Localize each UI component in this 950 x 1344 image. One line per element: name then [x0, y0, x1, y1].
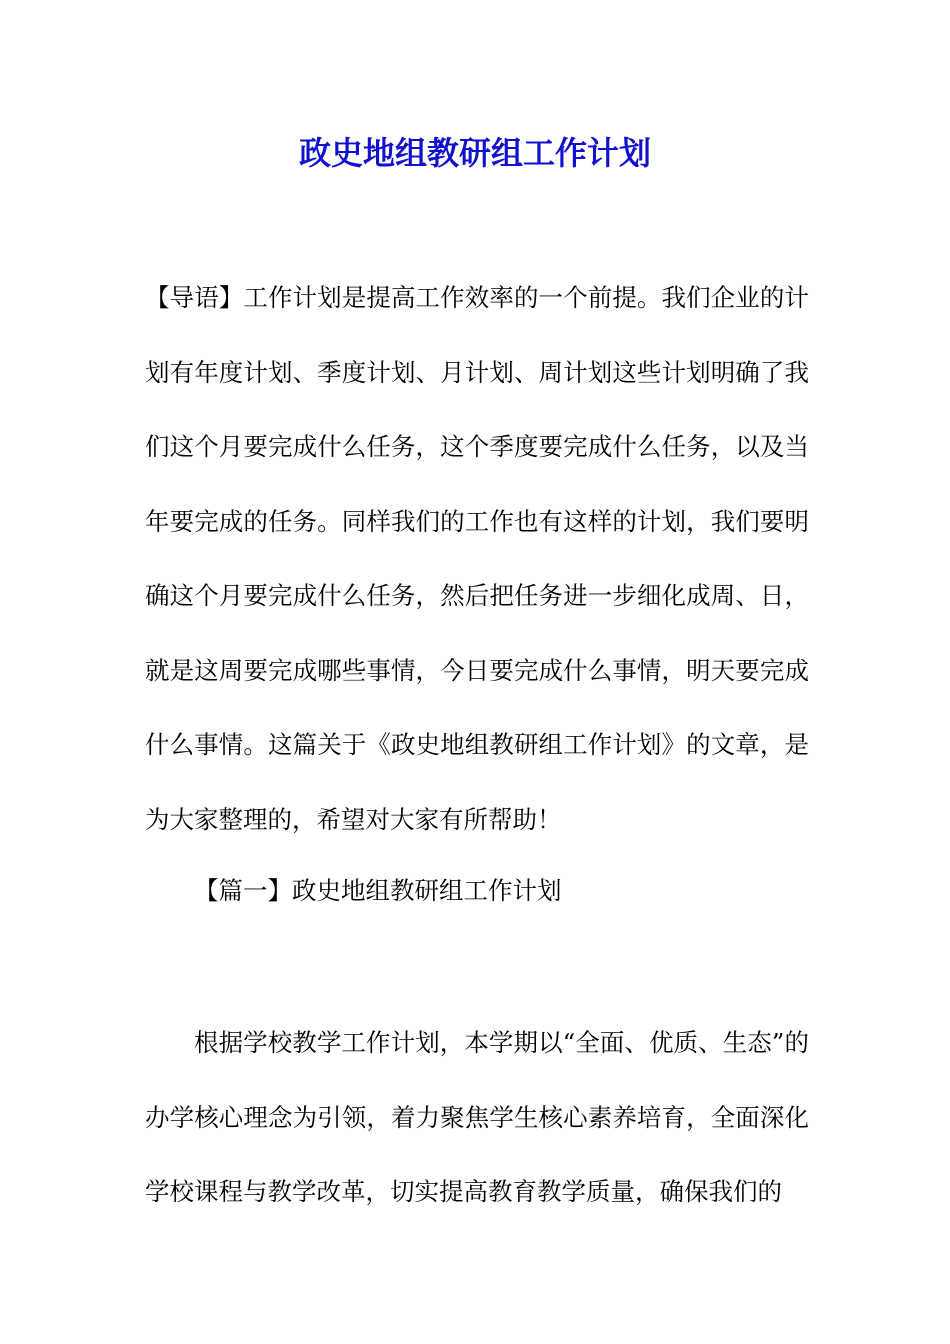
document-title: 政史地组教研组工作计划: [298, 134, 651, 172]
intro-paragraph: 【导语】工作计划是提高工作效率的一个前提。我们企业的计划有年度计划、季度计划、月计划、周计划这些计划明确了我们这个月要完成什么任务，这个季度要完成什么任务，以及当年要完成的任务。同样我们的工作也有这样的计划，我们要明确这个月要完成什么任务，然后把任务进一步细化成周、日，就是这周要完成哪些事情，今日要完成什么事情，明天要完成什么事情。这篇关于《政史地组教研组工作计划》的文章，是为大家整理的，希望对大家有所帮助！: [145, 283, 809, 834]
section-heading: 【篇一】政史地组教研组工作计划: [194, 876, 562, 905]
body-paragraph: 根据学校教学工作计划，本学期以“全面、优质、生态”的办学核心理念为引领，着力聚焦学生核心素养培育，全面深化学校课程与教学改革，切实提高教育教学质量，确保我们的: [145, 1028, 809, 1206]
